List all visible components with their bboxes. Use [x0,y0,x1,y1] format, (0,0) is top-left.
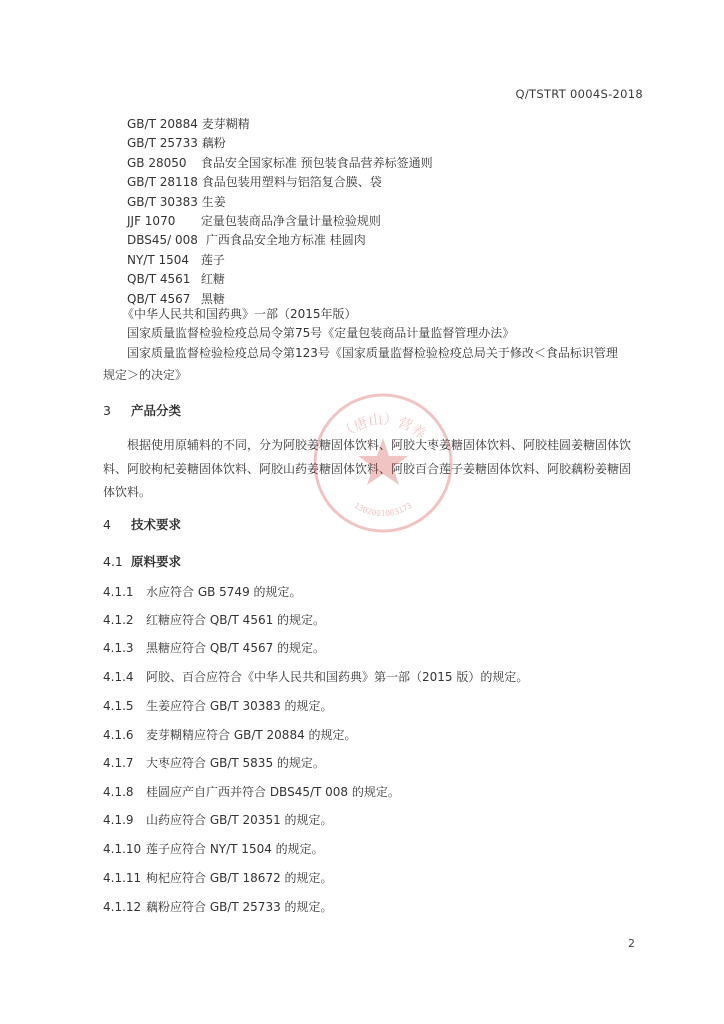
section-number: 3 [103,403,111,418]
section-title: 产品分类 [131,403,182,418]
requirement-number: 4.1.4 [103,670,134,684]
requirement-text: 桂圆应产自广西并符合 DBS45/T 008 的规定。 [146,785,400,799]
reference-title: 藕粉 [201,136,226,151]
requirement-item [103,754,325,771]
requirement-number: 4.1.12 [103,900,142,914]
section-heading-4 [103,515,181,533]
subsection-heading-4-1 [103,552,181,570]
requirement-item [103,697,333,714]
reference-title: 广西食品安全地方标准 桂圆肉 [205,233,366,248]
requirement-item [103,869,333,886]
reference-item [127,270,647,289]
subsection-title: 原料要求 [131,554,182,569]
section-title: 技术要求 [131,517,182,532]
requirement-number: 4.1.9 [103,813,134,827]
requirement-number: 4.1.2 [103,613,134,627]
requirement-item [103,639,325,656]
requirement-item [103,726,357,743]
reference-order-123-line2: 规定＞的决定》 [103,368,188,382]
reference-item [127,231,647,250]
reference-code: QB/T 4567 [127,291,191,306]
requirement-text: 生姜应符合 GB/T 30383 的规定。 [146,699,333,713]
reference-item [127,173,647,192]
requirement-number: 4.1.6 [103,728,134,742]
section-heading-3 [103,401,181,419]
reference-pharmacopoeia: 《中华人民共和国药典》一部（2015年版） [122,307,357,321]
reference-item [127,193,647,212]
reference-code: GB/T 28118 [127,175,198,190]
requirement-number: 4.1.7 [103,756,134,770]
requirement-number: 4.1.11 [103,871,142,885]
requirement-text: 麦芽糊精应符合 GB/T 20884 的规定。 [146,728,357,742]
requirement-item [103,898,333,915]
reference-code: JJF 1070 [127,213,176,228]
requirement-text: 枸杞应符合 GB/T 18672 的规定。 [146,871,333,885]
requirement-text: 山药应符合 GB/T 20351 的规定。 [146,813,333,827]
document-code: Q/TSTRT 0004S-2018 [515,87,643,101]
reference-code: GB/T 25733 [127,136,198,151]
requirement-text: 莲子应符合 NY/T 1504 的规定。 [146,842,324,856]
normative-references-list [127,115,647,309]
product-classification-paragraph: 根据使用原辅料的不同，分为阿胶姜糖固体饮料、阿胶大枣姜糖固体饮料、阿胶桂圆姜糖固体饮料、阿胶枸杞姜糖固体饮料、阿胶山药姜糖固体饮料、阿胶百合莲子姜糖固体饮料、阿胶藕粉姜糖固体饮料。 [103,438,632,499]
reference-code: GB/T 20884 [127,117,198,131]
reference-title: 生姜 [201,194,226,209]
reference-order-123 [103,342,647,386]
seal-number: 1302001003173 [352,500,414,519]
reference-item [127,251,647,270]
reference-title: 食品安全国家标准 预包装食品营养标签通则 [200,155,433,170]
reference-code: GB/T 30383 [127,194,198,209]
requirement-item [103,811,333,828]
reference-title: 红糖 [200,272,225,287]
requirement-number: 4.1.8 [103,785,134,799]
reference-item [127,134,647,153]
reference-code: NY/T 1504 [127,252,190,267]
reference-title: 定量包装商品净含量计量检验规则 [200,213,381,228]
reference-title: 黑糖 [200,291,225,306]
requirement-text: 水应符合 GB 5749 的规定。 [146,585,302,599]
requirement-number: 4.1.5 [103,699,134,713]
reference-code: GB 28050 [127,155,187,170]
requirement-text: 阿胶、百合应符合《中华人民共和国药典》第一部（2015 版）的规定。 [146,670,529,684]
requirement-number: 4.1.3 [103,641,134,655]
reference-item [127,115,647,134]
requirement-text: 大枣应符合 GB/T 5835 的规定。 [146,756,325,770]
page-number: 2 [628,937,635,950]
requirement-item [103,840,324,857]
requirement-item [103,668,528,685]
reference-code: QB/T 4561 [127,272,191,287]
requirement-text: 藕粉应符合 GB/T 25733 的规定。 [146,900,333,914]
section-number: 4 [103,517,111,532]
reference-title: 莲子 [200,252,225,267]
reference-order-75: 国家质量监督检验检疫总局令第75号《定量包装商品计量监督管理办法》 [127,326,515,340]
reference-order-123-line1: 国家质量监督检验检疫总局令第123号《国家质量监督检验检疫总局关于修改＜食品标识管理 [127,346,618,360]
requirement-item [103,611,325,628]
reference-code: DBS45/ 008 [127,233,198,248]
reference-item [127,154,647,173]
reference-item [127,212,647,231]
requirement-text: 黑糖应符合 QB/T 4567 的规定。 [146,641,326,655]
requirement-number: 4.1.10 [103,842,142,856]
requirement-text: 红糖应符合 QB/T 4561 的规定。 [146,613,326,627]
requirement-item [103,783,400,800]
requirement-item [103,583,302,600]
reference-title: 麦芽糊精 [201,117,250,131]
seal-name: （唐山）营养 [337,411,429,443]
requirement-number: 4.1.1 [103,585,134,599]
reference-title: 食品包装用塑料与铝箔复合膜、袋 [201,175,382,190]
subsection-number: 4.1 [103,554,123,569]
